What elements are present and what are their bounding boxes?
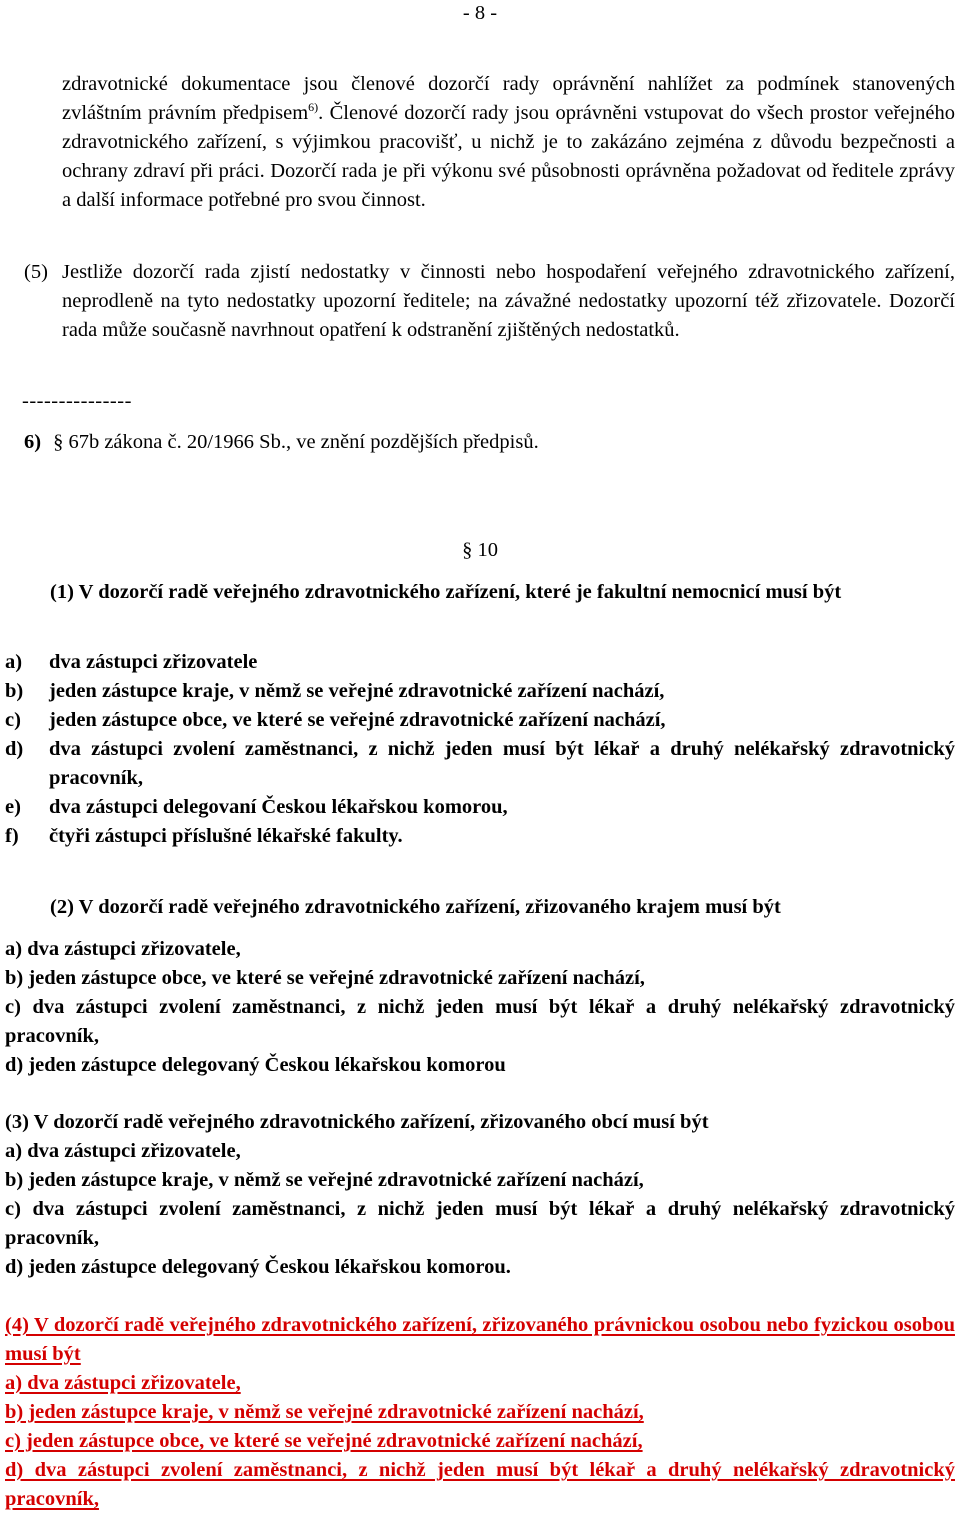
- list-item-label: e): [5, 796, 21, 818]
- list-item: d) dva zástupci zvolení zaměstnanci, z nichž jeden musí být lékař a druhý nelékařský zdravotnický pracovník,: [5, 1459, 955, 1510]
- list-item-label: d): [5, 738, 24, 760]
- footnote-reference[interactable]: 6): [308, 100, 319, 115]
- list-item: [5, 822, 955, 851]
- section-p2-list: [5, 935, 955, 1080]
- list-item-text: dva zástupci delegovaní Českou lékařskou komorou,: [49, 796, 508, 818]
- list-item: d) jeden zástupce delegovaný Českou lékařskou komorou: [5, 1054, 506, 1076]
- list-item-label: a): [5, 651, 23, 673]
- continuation-text-end: . Členové dozorčí rady jsou oprávněni vstupovat do všech prostor veřejného zdravotnického zařízení, s výjimkou pracovišť, u nichž je to zakázáno zejména z důvodu bezpečnosti a ochrany zdraví při práci. Dozorčí rada je při výkonu své působnosti oprávněna požadovat od ředitele zprávy a další informace potřebné pro svou činnost.: [62, 102, 955, 211]
- footnote: [24, 429, 539, 455]
- list-item: a) dva zástupci zřizovatele,: [5, 1372, 241, 1394]
- list-item: [5, 677, 955, 706]
- list-item: c) dva zástupci zvolení zaměstnanci, z nichž jeden musí být lékař a druhý nelékařský zdravotnický pracovník,: [5, 996, 955, 1047]
- list-item: d) jeden zástupce delegovaný Českou lékařskou komorou.: [5, 1256, 511, 1278]
- list-item-text: čtyři zástupci příslušné lékařské fakulty.: [49, 825, 403, 847]
- list-item-label: b): [5, 680, 24, 702]
- section-p4-amendment: [5, 1311, 955, 1514]
- continuation-paragraph: [62, 70, 955, 215]
- section-p3: [5, 1108, 955, 1282]
- section-p1-intro: (1) V dozorčí radě veřejného zdravotnického zařízení, které je fakultní nemocnicí musí být: [50, 581, 842, 603]
- footnote-text: § 67b zákona č. 20/1966 Sb., ve znění pozdějších předpisů.: [53, 431, 539, 453]
- footnote-separator: ---------------: [22, 390, 132, 412]
- paragraph-5-number: (5): [24, 261, 48, 283]
- list-item: [5, 735, 955, 793]
- section-p4-intro: (4) V dozorčí radě veřejného zdravotnického zařízení, zřizovaného právnickou osobou nebo fyzickou osobou musí být: [5, 1314, 955, 1365]
- section-p1-list: [5, 648, 955, 851]
- paragraph-5: [24, 258, 955, 345]
- list-item-text: jeden zástupce obce, ve které se veřejné zdravotnické zařízení nachází,: [49, 709, 666, 731]
- list-item-text: dva zástupci zvolení zaměstnanci, z nichž jeden musí být lékař a druhý nelékařský zdravotnický pracovník,: [49, 738, 955, 789]
- section-p2-intro: (2) V dozorčí radě veřejného zdravotnického zařízení, zřizovaného krajem musí být: [50, 896, 781, 918]
- list-item: b) jeden zástupce kraje, v němž se veřejné zdravotnické zařízení nachází,: [5, 1401, 644, 1423]
- continuation-text-start: zdravotnické dokumentace jsou členové dozorčí rady oprávnění nahlížet za podmínek stanovených zvláštním právním předpisem: [62, 73, 955, 124]
- section-p3-intro: (3) V dozorčí radě veřejného zdravotnického zařízení, zřizovaného obcí musí být: [5, 1111, 709, 1133]
- list-item: b) jeden zástupce kraje, v němž se veřejné zdravotnické zařízení nachází,: [5, 1169, 644, 1191]
- list-item-text: jeden zástupce kraje, v němž se veřejné zdravotnické zařízení nachází,: [49, 680, 665, 702]
- list-item: b) jeden zástupce obce, ve které se veřejné zdravotnické zařízení nachází,: [5, 967, 645, 989]
- list-item: a) dva zástupci zřizovatele,: [5, 938, 241, 960]
- list-item: [5, 793, 955, 822]
- list-item: [5, 648, 955, 677]
- list-item: a) dva zástupci zřizovatele,: [5, 1140, 241, 1162]
- footnote-number: 6): [24, 431, 42, 453]
- list-item-label: f): [5, 825, 19, 847]
- list-item-label: c): [5, 709, 21, 731]
- paragraph-5-text: Jestliže dozorčí rada zjistí nedostatky v činnosti nebo hospodaření veřejného zdravotnického zařízení, neprodleně na tyto nedostatky upozorní ředitele; na závažné nedostatky upozorní též zřizovatele. Dozorčí rada může současně navrhnout opatření k odstranění zjištěných nedostatků.: [62, 261, 955, 341]
- list-item-text: dva zástupci zřizovatele: [49, 651, 258, 673]
- list-item: c) dva zástupci zvolení zaměstnanci, z nichž jeden musí být lékař a druhý nelékařský zdravotnický pracovník,: [5, 1198, 955, 1249]
- list-item: c) jeden zástupce obce, ve které se veřejné zdravotnické zařízení nachází,: [5, 1430, 643, 1452]
- page-number: - 8 -: [462, 2, 498, 24]
- list-item: [5, 706, 955, 735]
- section-title: § 10: [462, 539, 498, 561]
